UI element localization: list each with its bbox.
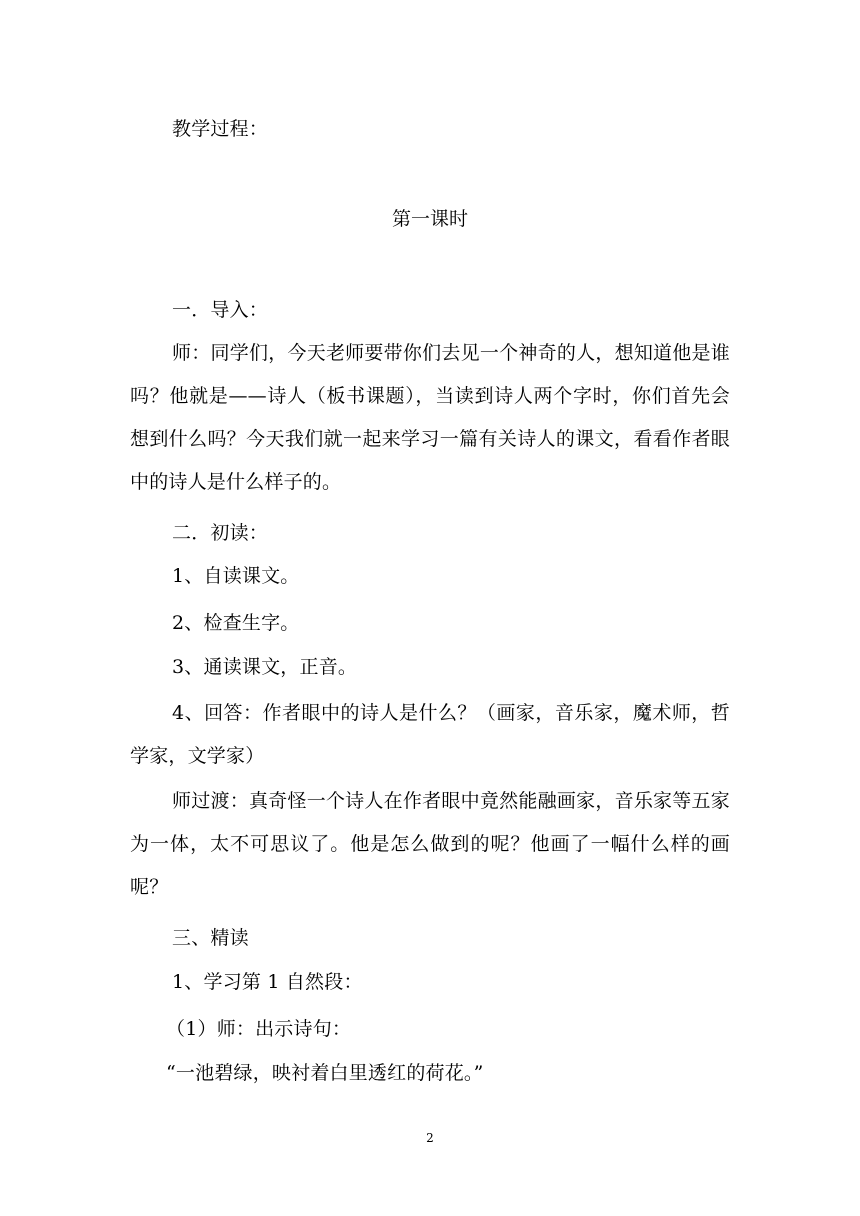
step-2: 2、检查生字。 [172,612,300,634]
lesson-title: 第一课时 [391,208,468,230]
heading-teaching-process: 教学过程： [172,118,269,140]
intro-paragraph: 师：同学们，今天老师要带你们去见一个神奇的人，想知道他是谁吗？他就是——诗人（板书课题），当读到诗人两个字时，你们首先会想到什么吗？今天我们就一起来学习一篇有关诗人的课文，看看作者眼中的诗人是什么样子的。 [130,342,730,493]
study-item-1: 1、学习第 1 自然段： [172,971,363,993]
step-4: 4、回答：作者眼中的诗人是什么？（画家，音乐家，魔术师，哲学家，文学家） [130,702,730,767]
poem-line: “一池碧绿，映衬着白里透红的荷花。” [166,1062,484,1084]
section-title-first-reading: 二．初读： [172,522,269,544]
section-title-intro: 一．导入： [172,299,269,321]
step-1: 1、自读课文。 [172,565,300,587]
transition-paragraph: 师过渡：真奇怪一个诗人在作者眼中竟然能融画家，音乐家等五家为一体，太不可思议了。他是怎么做到的呢？他画了一幅什么样的画呢？ [130,790,730,898]
page-number: 2 [426,1131,434,1145]
study-subitem-1: （1）师：出示诗句： [166,1018,352,1040]
step-3: 3、通读课文，正音。 [172,656,358,678]
section-title-close-reading: 三、精读 [172,927,249,949]
